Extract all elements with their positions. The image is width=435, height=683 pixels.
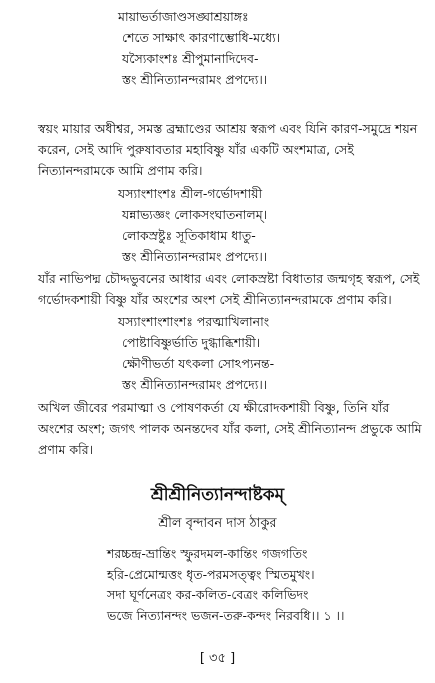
translation-paragraph-1 (38, 118, 426, 181)
verse-line: হরি-প্রেমোন্মত্তং ধৃত-পরমসত্ত্বং স্মিতমুখং। (107, 566, 315, 582)
sanskrit-verse-2 (118, 183, 418, 267)
verse-line: মায়াভর্তাজাণ্ডসঙ্ঘাশ্রয়াঙ্গঃ (118, 9, 249, 24)
verse-line: ভজে নিত্যানন্দং ভজন-তরু-কন্দং নিরবধি।। ১ ।। (107, 607, 345, 623)
verse-line: স্তং শ্রীনিত্যানন্দরামং প্রপদ্যে।। (122, 72, 268, 87)
verse-line: স্তং শ্রীনিত্যানন্দরামং প্রপদ্যে।। (122, 249, 268, 264)
paragraph-text: স্বয়ং মায়ার অধীশ্বর, সমস্ত ব্রহ্মাণ্ডের আশ্রয় স্বরূপ এবং যিনি কারণ-সমুদ্রে শয়ন করেন, সেই আদি পুরুষাবতার মহাবিষ্ণু যাঁর একটি অংশমাত্র, সেই নিত্যানন্দরামকে আমি প্রণাম করি। (38, 121, 418, 178)
author-line: শ্রীল বৃন্দাবন দাস ঠাকুর (158, 516, 277, 531)
translation-paragraph-3 (38, 397, 426, 460)
paragraph-text: যাঁর নাভিপদ্ম চৌদ্দভুবনের আধার এবং লোকস্রষ্টা বিধাতার জন্মগৃহ স্বরূপ, সেই গর্ভোদকশায়ী বিষ্ণু যাঁর অংশের অংশ সেই শ্রীনিত্যানন্দরামকে প্রণাম করি। (38, 271, 420, 307)
verse-line: যস্যাংশাংশাংশঃ পরত্মাখিলানাং (118, 314, 270, 329)
verse-line: যন্নাভ্যজ্ঞং লোকসংঘাতনালম্‌। (122, 207, 268, 222)
translation-paragraph-2 (38, 268, 426, 310)
sanskrit-verse-1 (118, 6, 418, 90)
paragraph-text: অখিল জীবের পরমাত্মা ও পোষণকর্তা যে ক্ষীরোদকশায়ী বিষ্ণু, তিনি যাঁর অংশের অংশ; জগৎ পালক অনন্তদেব যাঁর কলা, সেই শ্রীনিত্যানন্দ প্রভুকে আমি প্রণাম করি। (38, 400, 422, 457)
verse-line: লোকস্রষ্টুঃ সূতিকাধাম ধাতু- (122, 228, 256, 243)
verse-line: শেতে সাক্ষাৎ কারণাম্ভোধি-মধ্যে। (122, 30, 281, 45)
verse-line: শরচ্চন্দ্র-ভ্রান্তিং স্ফুরদমল-কান্তিং গজগতিং (107, 546, 308, 561)
verse-line: সদা ঘূর্ণনেত্রং কর-কলিত-বেত্রং কলিভিদং (107, 587, 309, 602)
verse-line: পোষ্টাবিষ্ণুর্ভাতি দুগ্ধাব্ধিশায়ী। (122, 335, 261, 350)
sanskrit-verse-3 (118, 311, 418, 395)
verse-line: স্তং শ্রীনিত্যানন্দরামং প্রপদ্যে।। (122, 377, 268, 392)
verse-line: যস্যাংশাংশঃ শ্রীল-গর্ভোদশায়ী (118, 186, 263, 201)
ashtakam-verse-1 (107, 544, 427, 626)
page-number: [ ৩৫ ] (199, 651, 236, 666)
verse-line: ক্ষৌণীভর্তা যৎকলা সোঽপ্যনন্ত- (122, 356, 275, 371)
verse-line: যস্যৈকাংশঃ শ্রীপুমানাদিদেব- (122, 51, 259, 66)
section-title: শ্রীশ্রীনিত্যানন্দাষ্টকম্‌ (150, 485, 285, 505)
